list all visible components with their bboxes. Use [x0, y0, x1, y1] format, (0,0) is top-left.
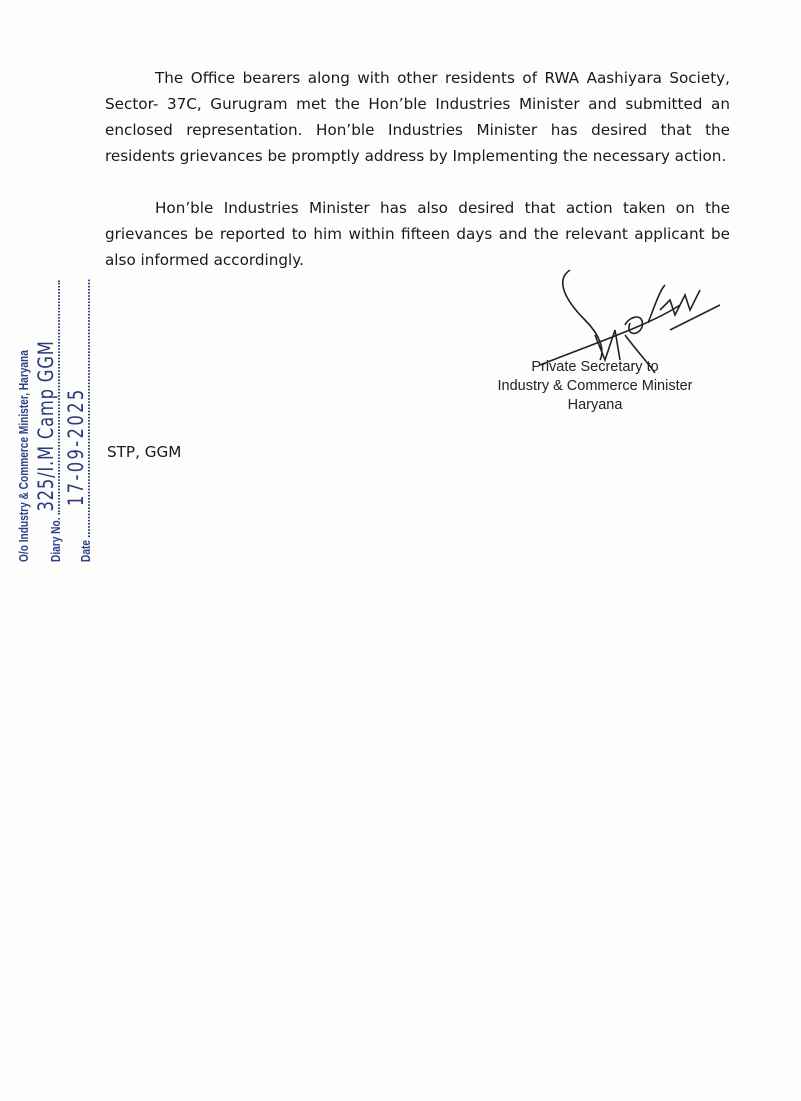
signatory-state: Haryana — [567, 397, 623, 413]
stamp-office: O/o Industry & Commerce Minister, Haryana — [16, 350, 31, 562]
signatory-department: Industry & Commerce Minister — [497, 378, 693, 394]
date-value: 17-09-2025 — [64, 387, 88, 506]
date-label: Date — [78, 540, 93, 562]
diary-label: Diary No. — [48, 517, 63, 562]
paragraph-2: Hon’ble Industries Minister has also desired that action taken on the grievances be reported to him within fifteen days and the relevant applicant be also informed accordingly. — [105, 199, 730, 269]
stamp-diary — [34, 281, 63, 562]
signature-block — [470, 358, 720, 415]
copy-to: STP, GGM — [107, 443, 182, 461]
diary-stamp — [16, 262, 100, 562]
diary-number: 325/I.M Camp GGM — [34, 340, 58, 512]
stamp-date — [64, 280, 93, 562]
signatory-title: Private Secretary to — [531, 359, 659, 375]
paragraph-1: The Office bearers along with other residents of RWA Aashiyara Society, Sector- 37C, Gurugram met the Hon’ble Industries Minister and submitted an enclosed representation. Hon’ble Industries Minister has desired that the residents grievances be promptly address by Implementing the necessary action. — [105, 69, 730, 165]
